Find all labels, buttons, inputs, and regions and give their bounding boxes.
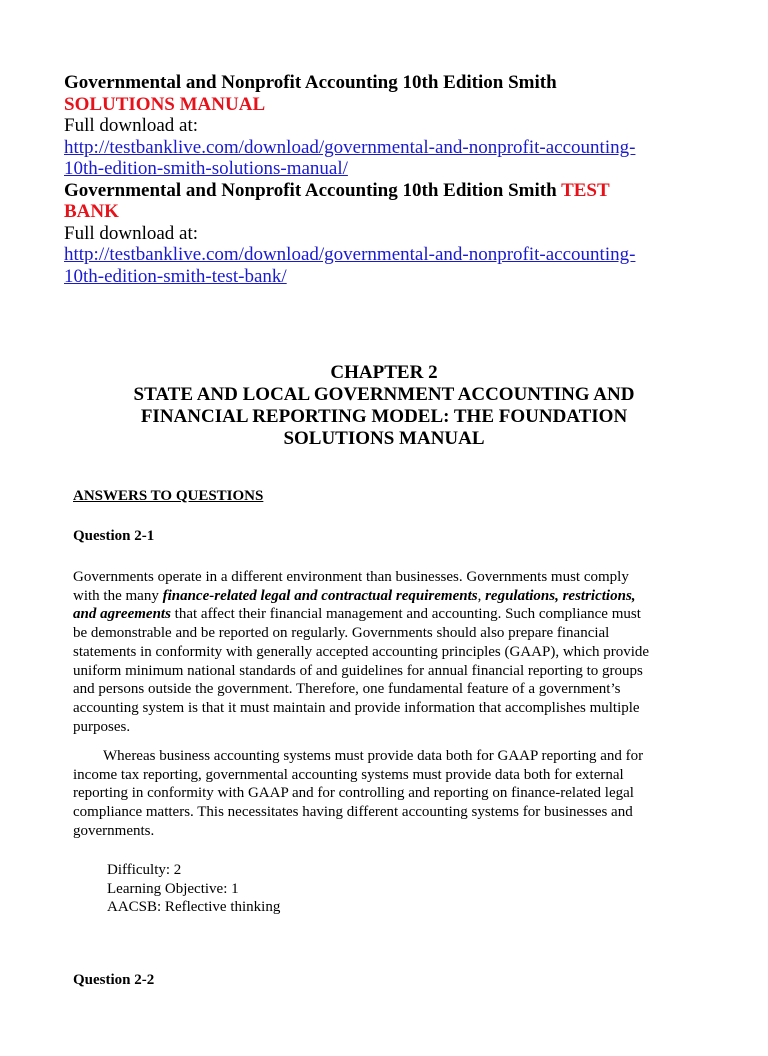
solutions-url-line2[interactable]: 10th-edition-smith-solutions-manual/ bbox=[64, 158, 348, 179]
paragraph-line: statements in conformity with generally accepted accounting principles (GAAP), which provide bbox=[73, 643, 650, 660]
testbank-label-2: BANK bbox=[64, 201, 119, 222]
text-run: that affect their financial management and accounting. Such compliance must bbox=[170, 606, 641, 623]
text-run: with the many bbox=[73, 587, 163, 604]
aacsb: AACSB: Reflective thinking bbox=[107, 899, 281, 916]
paragraph-line: purposes. bbox=[73, 718, 131, 735]
testbank-download-label: Full download at: bbox=[64, 222, 199, 244]
paragraph-line: and persons outside the government. Therefore, one fundamental feature of a government’s bbox=[73, 681, 621, 698]
chapter-title-line2: FINANCIAL REPORTING MODEL: THE FOUNDATION bbox=[140, 406, 628, 427]
testbank-url-line1[interactable]: http://testbanklive.com/download/governmental-and-nonprofit-accounting- bbox=[64, 244, 636, 265]
emphasis-agreements: and agreements bbox=[73, 606, 171, 623]
paragraph-line: reporting in conformity with GAAP and for controlling and reporting on finance-related legal bbox=[73, 785, 634, 802]
learning-objective: Learning Objective: 1 bbox=[107, 880, 239, 897]
testbank-label-1: TEST bbox=[561, 179, 610, 201]
emphasis-regulations: regulations, restrictions, bbox=[485, 587, 636, 604]
paragraph-line bbox=[73, 587, 713, 606]
question-2-1-paragraph-2 bbox=[73, 747, 713, 841]
download-header bbox=[64, 72, 714, 287]
testbank-download-link[interactable] bbox=[64, 244, 714, 287]
testbank-url-line2[interactable]: 10th-edition-smith-test-bank/ bbox=[64, 265, 287, 287]
paragraph-line: Governments operate in a different environment than businesses. Governments must comply bbox=[73, 569, 629, 585]
paragraph-line: be demonstrable and be reported on regularly. Governments should also prepare financial bbox=[73, 625, 610, 642]
chapter-heading bbox=[0, 362, 768, 450]
emphasis-requirements: finance-related legal and contractual requirements bbox=[162, 587, 478, 604]
paragraph-line: governments. bbox=[73, 822, 155, 839]
solutions-url-line1[interactable]: http://testbanklive.com/download/governmental-and-nonprofit-accounting- bbox=[64, 136, 636, 158]
question-2-1-metadata bbox=[107, 861, 280, 917]
solutions-title: Governmental and Nonprofit Accounting 10th Edition Smith bbox=[64, 72, 557, 93]
paragraph-line: compliance matters. This necessitates having different accounting systems for businesses and bbox=[73, 804, 633, 821]
solutions-download-label: Full download at: bbox=[64, 115, 199, 136]
question-2-2-heading: Question 2-2 bbox=[73, 972, 155, 988]
chapter-subtitle: SOLUTIONS MANUAL bbox=[283, 428, 485, 449]
paragraph-line: income tax reporting, governmental accounting systems must provide data both for external bbox=[73, 766, 624, 783]
question-2-1-paragraph-1 bbox=[73, 568, 713, 736]
solutions-manual-label: SOLUTIONS MANUAL bbox=[64, 93, 266, 115]
answers-heading: ANSWERS TO QUESTIONS bbox=[73, 488, 264, 504]
testbank-title-line bbox=[64, 180, 714, 202]
paragraph-line: uniform minimum national standards of and guidelines for annual financial reporting to groups bbox=[73, 662, 643, 679]
text-run: , bbox=[477, 587, 486, 604]
testbank-title: Governmental and Nonprofit Accounting 10th Edition Smith bbox=[64, 179, 557, 201]
difficulty: Difficulty: 2 bbox=[107, 862, 182, 878]
chapter-number: CHAPTER 2 bbox=[330, 362, 438, 383]
paragraph-line bbox=[73, 605, 713, 624]
paragraph-line: Whereas business accounting systems must provide data both for GAAP reporting and for bbox=[103, 748, 644, 764]
question-2-1-heading: Question 2-1 bbox=[73, 528, 155, 544]
paragraph-line: accounting system is that it must maintain and provide information that accomplishes multiple bbox=[73, 699, 640, 716]
solutions-download-link[interactable] bbox=[64, 137, 714, 180]
chapter-title-line1: STATE AND LOCAL GOVERNMENT ACCOUNTING AND bbox=[133, 384, 635, 405]
